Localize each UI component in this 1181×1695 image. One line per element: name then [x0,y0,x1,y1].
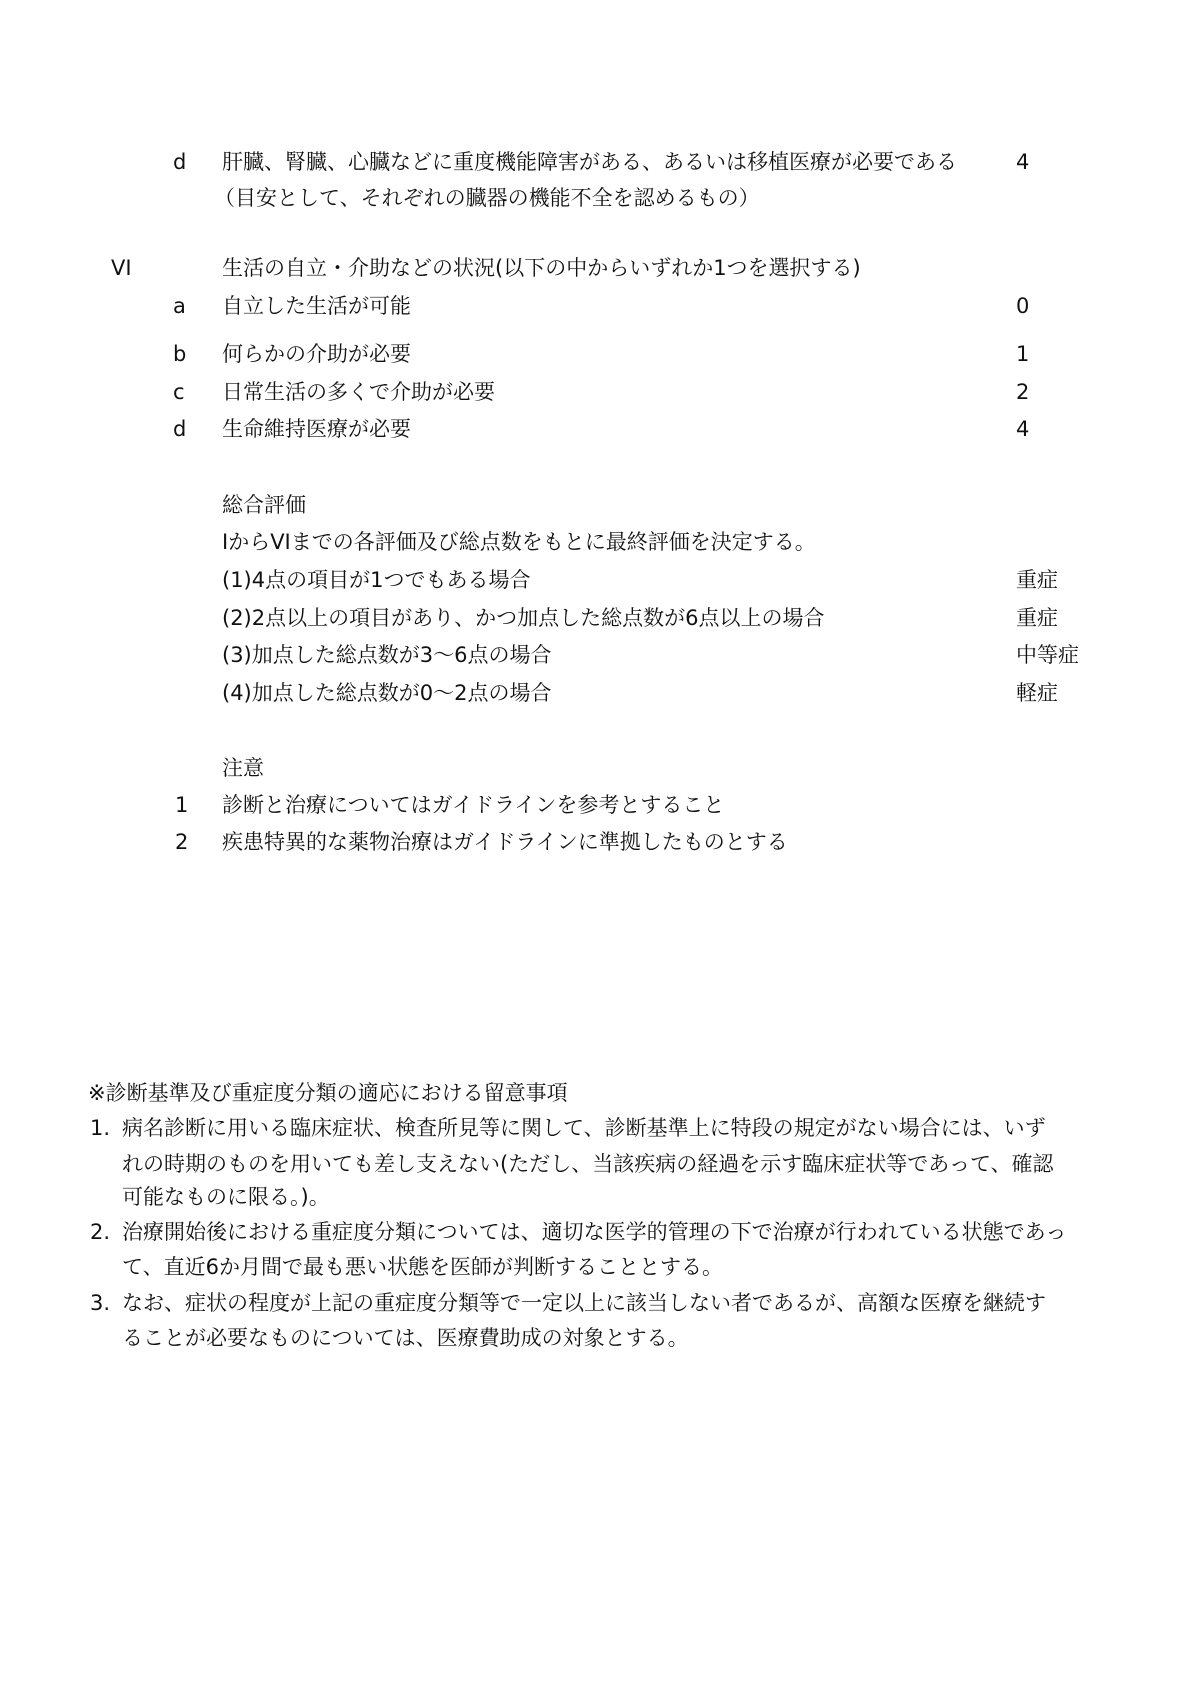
item-score: 2 [1016,380,1030,404]
rule-result: 重症 [1016,606,1058,630]
remark-line: 病名診断に用いる臨床症状、検査所見等に関して、診断基準上に特段の規定がない場合には、いず [122,1116,1046,1140]
overall-title: 総合評価 [222,493,306,517]
rule-text: (1)4点の項目が1つでもある場合 [222,568,531,592]
item-text: 生命維持医療が必要 [222,417,411,441]
remark-number: 2. [90,1220,111,1244]
item-score: 4 [1016,417,1030,441]
section-numeral: VI [111,256,132,280]
rule-text: (3)加点した総点数が3〜6点の場合 [222,643,552,667]
item-text: 肝臓、腎臓、心臓などに重度機能障害がある、あるいは移植医療が必要である [222,150,957,174]
item-letter: b [173,342,187,366]
remark-line: 治療開始後における重症度分類については、適切な医学的管理の下で治療が行われている状態であっ [122,1220,1067,1244]
section-title: 生活の自立・介助などの状況(以下の中からいずれか1つを選択する) [222,256,861,280]
item-letter: d [173,150,187,174]
rule-text: (2)2点以上の項目があり、かつ加点した総点数が6点以上の場合 [222,606,825,630]
rule-result: 軽症 [1016,681,1058,705]
note-number: 1 [175,793,189,817]
remark-number: 1. [90,1116,111,1140]
item-letter: d [173,417,187,441]
item-score: 4 [1016,150,1030,174]
note-text: 疾患特異的な薬物治療はガイドラインに準拠したものとする [222,830,788,854]
remark-line: なお、症状の程度が上記の重症度分類等で一定以上に該当しない者であるが、高額な医療を継続す [122,1291,1046,1315]
remark-line: ることが必要なものについては、医療費助成の対象とする。 [122,1326,689,1350]
note-text: 診断と治療についてはガイドラインを参考とすること [222,793,725,817]
item-score: 1 [1016,342,1030,366]
item-score: 0 [1016,294,1030,318]
note-number: 2 [175,830,189,854]
overall-intro: ⅠからVIまでの各評価及び総点数をもとに最終評価を決定する。 [222,530,816,554]
item-text: 何らかの介助が必要 [222,342,411,366]
item-note: （目安として、それぞれの臓器の機能不全を認めるもの） [214,186,760,210]
item-text: 日常生活の多くで介助が必要 [222,380,495,404]
remarks-title: ※診断基準及び重症度分類の適応における留意事項 [88,1081,568,1105]
remark-line: れの時期のものを用いても差し支えない(ただし、当該疾病の経過を示す臨床症状等であって、確認 [122,1152,1054,1176]
remark-line: 可能なものに限る。)。 [122,1185,330,1209]
remark-line: て、直近6か月間で最も悪い状態を医師が判断することとする。 [122,1255,723,1279]
item-letter: c [173,380,185,404]
item-text: 自立した生活が可能 [222,294,411,318]
rule-result: 中等症 [1016,643,1079,667]
item-letter: a [173,294,186,318]
remark-number: 3. [90,1291,111,1315]
rule-result: 重症 [1016,568,1058,592]
rule-text: (4)加点した総点数が0〜2点の場合 [222,681,552,705]
notes-title: 注意 [222,756,264,780]
